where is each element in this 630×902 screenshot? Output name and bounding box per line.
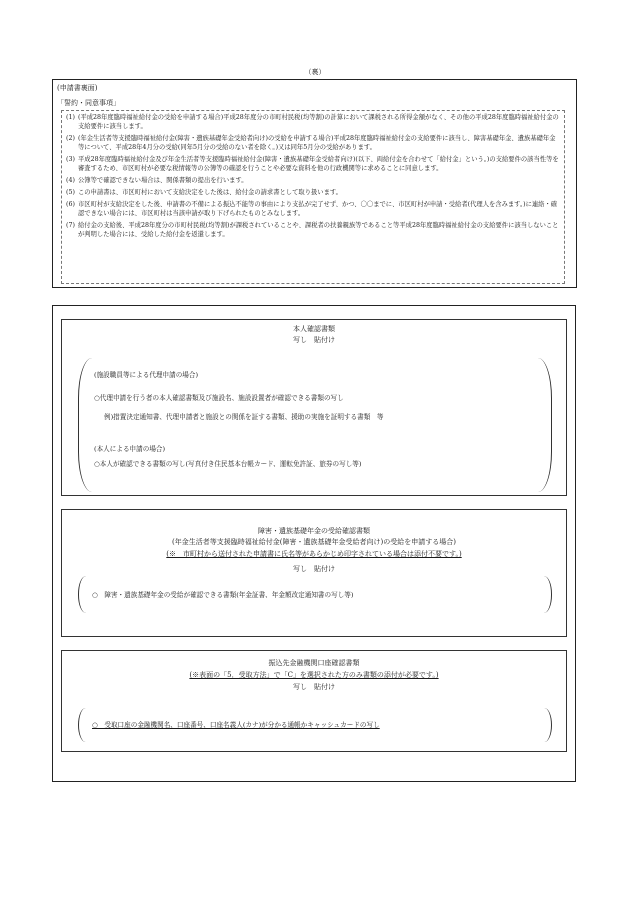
pledge-item-text: (平成28年度臨時福祉給付金の受給を申請する場合)平成28年度分の市町村民税(均等割)の計算において課税される所得金額がなく、その他の平成28年度臨時福祉給付金の支給要件に該当します。 <box>78 114 559 131</box>
pledge-item <box>66 221 560 239</box>
bank-section-attach-label: 写し 貼付け <box>293 683 335 691</box>
self-application-heading: (本人による申請の場合) <box>94 445 166 453</box>
bank-note-text: (※表面の「5．受取方法」で「C」を選択された方のみ書類の添付が必要です。) <box>189 671 439 679</box>
pledge-title: 「誓約・同意事項」 <box>57 99 120 107</box>
pledge-item-text: 公簿等で確認できない場合は、関係書類の提出を行います。 <box>78 177 248 184</box>
proxy-application-heading: (施設職員等による代理申請の場合) <box>94 371 199 379</box>
proxy-required-document: ○代理申請を行う者の本人確認書類及び施設名、施設設置者が確認できる書類の写し <box>94 394 344 402</box>
proxy-document-example: 例)措置決定通知書、代理申請者と施設との関係を証する書類、援助の実施を証明する書類 等 <box>104 413 384 421</box>
pension-section-title: 障害・遺族基礎年金の受給確認書類 <box>258 527 370 535</box>
pension-section-condition: (年金生活者等支援臨時福祉給付金(障害・遺族基礎年金受給者向け)の受給を申請する場合) <box>172 538 456 546</box>
pledge-item <box>66 176 560 185</box>
pension-section-attach-label: 写し 貼付け <box>293 565 335 573</box>
pledge-item-number: (5) <box>66 188 75 196</box>
pledge-item-text: (年金生活者等支援臨時福祉給付金(障害・遺族基礎年金受給者向け)の受給を申請する場合)平成28年度臨時福祉給付金の支給要件に該当し、障害基礎年金、遺族基礎年金等について、平成28年4月分の受給(同年5月分の受給のない者を除く。)又は同年5月分の受給があります。 <box>78 135 556 152</box>
pledge-item-number: (6) <box>66 200 75 208</box>
identity-section-title: 本人確認書類 <box>293 325 335 333</box>
pledge-item <box>66 134 560 152</box>
pledge-item-number: (7) <box>66 221 75 229</box>
pledge-item <box>66 200 560 218</box>
identity-section-attach-label: 写し 貼付け <box>293 336 335 344</box>
bank-section-title: 振込先金融機関口座確認書類 <box>268 659 360 667</box>
pledge-item-number: (1) <box>66 114 75 121</box>
pension-required-document: ○ 障害・遺族基礎年金の受給が確認できる書類(年金証書、年金額改定通知書の写し等) <box>92 591 354 599</box>
pledge-items-list <box>61 110 565 284</box>
pledge-item-text: この申請書は、市区町村において支給決定をした後は、給付金の請求書として取り扱います。 <box>78 188 342 196</box>
pledge-item-number: (2) <box>66 135 75 142</box>
pledge-item-text: 平成28年度臨時福祉給付金及び年金生活者等支援臨時福祉給付金(障害・遺族基礎年金受給者向け)(以下、両給付金を合わせて「給付金」という。)の支給要件の該当性等を審査するため、市区町村が必要な税情報等の公簿等の確認を行うことや必要な資料を他の行政機関等に求めることに同意します。 <box>78 156 559 173</box>
pledge-consent-box <box>52 79 577 288</box>
self-required-document: ○本人が確認できる書類の写し(写真付き住民基本台帳カード、運転免許証、旅券の写し等) <box>94 460 362 468</box>
pledge-item <box>66 113 560 131</box>
page-side-label: （裏） <box>304 68 326 76</box>
pledge-item-text: 給付金の支給後、平成28年度分の市町村民税(均等割)が課税されていることや、課税者の扶養親族等であること等平成28年度臨時福祉給付金の支給要件に該当しないことが判明した場合には、受給した給付金を返還します。 <box>78 221 559 238</box>
pension-document-section <box>61 509 567 637</box>
bank-required-document: ○ 受取口座の金融機関名、口座番号、口座名義人(カナ)が分かる通帳かキャッシュカードの写し <box>92 721 380 729</box>
pledge-item-number: (4) <box>66 177 75 184</box>
identity-document-section <box>61 319 567 496</box>
pension-note-text: (※ 市町村から送付された申請書に氏名等があらかじめ印字されている場合は添付不要です。) <box>166 550 462 558</box>
bank-account-document-section <box>61 650 567 752</box>
attachment-documents-box <box>52 305 576 782</box>
application-back-header: (申請書裏面) <box>57 84 98 92</box>
pledge-item-number: (3) <box>66 156 75 163</box>
pledge-item <box>66 188 560 197</box>
pledge-item-text: 市区町村が支給決定をした後、申請書の不備による振込不能等の事由により支払が完了せず、かつ、〇〇までに、市区町村が申請・受給者(代理人を含みます。)に連絡・確認できない場合には、市区町村は当該申請が取り下げられたものとみなします。 <box>78 200 558 217</box>
bank-section-note <box>62 670 566 680</box>
pledge-item <box>66 155 560 173</box>
pension-section-note <box>62 549 566 559</box>
